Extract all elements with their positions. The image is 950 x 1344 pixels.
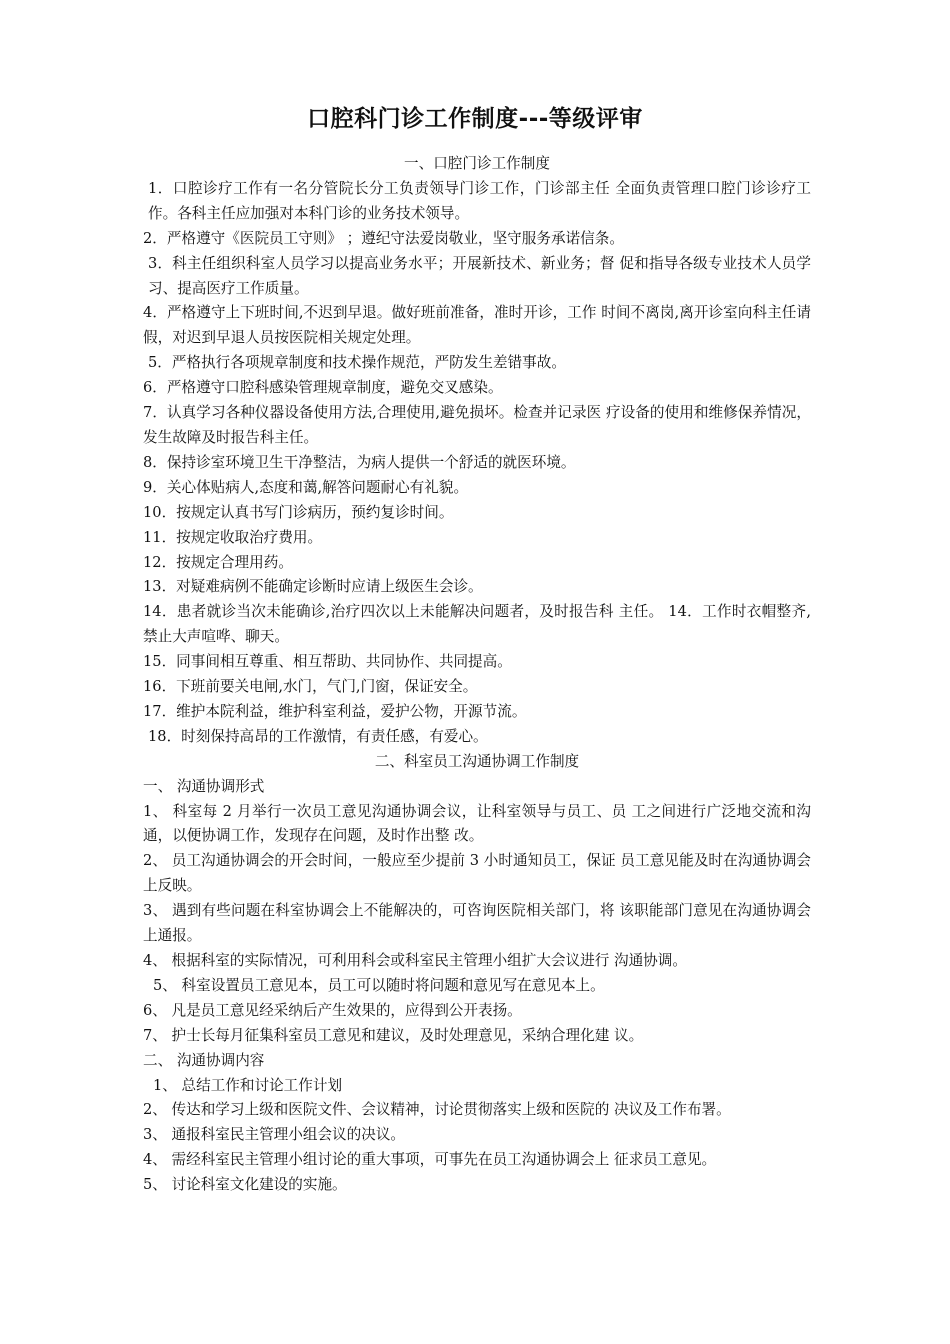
rule-item: 7．认真学习各种仪器设备使用方法,合理使用,避免损坏。检查并记录医 疗设备的使用和维修保养情况，发生故障及时报告科主任。 <box>143 404 811 446</box>
rule-item: 1、 科室每 2 月举行一次员工意见沟通协调会议，让科室领导与员工、员 工之间进行广泛地交流和沟通，以便协调工作，发现存在问题，及时作出整 改。 <box>143 802 811 845</box>
rule-item: 5、 科室设置员工意见本，员工可以随时将问题和意见写在意见本上。 <box>153 976 605 994</box>
rule-item: 4．严格遵守上下班时间,不迟到早退。做好班前准备，准时开诊，工作 时间不离岗,离开诊室向科主任请假，对迟到早退人员按医院相关规定处理。 <box>143 304 811 347</box>
rule-item: 4、 需经科室民主管理小组讨论的重大事项，可事先在员工沟通协调会上 征求员工意见。 <box>143 1151 717 1169</box>
rule-item: 4、 根据科室的实际情况，可利用科会或科室民主管理小组扩大会议进行 沟通协调。 <box>143 952 687 969</box>
rule-item: 2．严格遵守《医院员工守则》 ；遵纪守法爱岗敬业，坚守服务承诺信条。 <box>143 229 624 247</box>
rule-item: 6、 凡是员工意见经采纳后产生效果的，应得到公开表扬。 <box>143 1001 522 1019</box>
rule-item: 6．严格遵守口腔科感染管理规章制度，避免交叉感染。 <box>143 379 503 397</box>
rule-item: 12．按规定合理用药。 <box>143 553 293 571</box>
rule-item: 7、 护士长每月征集科室员工意见和建议，及时处理意见，采纳合理化建 议。 <box>143 1026 644 1044</box>
section-heading: 一、口腔门诊工作制度 <box>404 155 550 172</box>
rule-item: 15．同事间相互尊重、相互帮助、共同协作、共同提高。 <box>143 653 512 671</box>
rule-item: 16．下班前要关电闸,水门，气门,门窗，保证安全。 <box>143 678 478 696</box>
rule-item: 2、 员工沟通协调会的开会时间，一般应至少提前 3 小时通知员工，保证 员工意见能及时在沟通协调会上反映。 <box>143 852 811 895</box>
document-body <box>143 152 811 1198</box>
section-heading: 二、科室员工沟通协调工作制度 <box>374 752 580 770</box>
rule-item: 10．按规定认真书写门诊病历，预约复诊时间。 <box>143 503 454 521</box>
rule-item: 3、 遇到有些问题在科室协调会上不能解决的，可咨询医院相关部门，将 该职能部门意见在沟通协调会上通报。 <box>143 902 811 945</box>
rule-item: 8．保持诊室环境卫生干净整洁，为病人提供一个舒适的就医环境。 <box>143 453 576 471</box>
rule-item: 14．患者就诊当次未能确诊,治疗四次以上未能解决问题者，及时报告科 主任。 14．工作时衣帽整齐,禁止大声喧哗、聊天。 <box>143 603 811 646</box>
rule-item: 17．维护本院利益，维护科室利益，爱护公物，开源节流。 <box>143 702 527 720</box>
rule-item: 3、 通报科室民主管理小组会议的决议。 <box>143 1126 406 1144</box>
subsection-heading: 二、 沟通协调内容 <box>143 1051 265 1069</box>
rule-item: 5．严格执行各项规章制度和技术操作规范，严防发生差错事故。 <box>148 354 566 372</box>
rule-item: 13．对疑难病例不能确定诊断时应请上级医生会诊。 <box>143 578 483 596</box>
rule-item: 2、 传达和学习上级和医院文件、会议精神，讨论贯彻落实上级和医院的 决议及工作布署。 <box>143 1101 731 1119</box>
rule-item: 3．科主任组织科室人员学习以提高业务水平；开展新技术、新业务；督 促和指导各级专业技术人员学习、提高医疗工作质量。 <box>148 254 811 297</box>
rule-item: 5、 讨论科室文化建设的实施。 <box>143 1176 347 1194</box>
rule-item: 1、 总结工作和讨论工作计划 <box>153 1076 343 1094</box>
subsection-heading: 一、 沟通协调形式 <box>143 777 265 795</box>
rule-item: 1．口腔诊疗工作有一名分管院长分工负责领导门诊工作，门诊部主任 全面负责管理口腔门诊诊疗工作。各科主任应加强对本科门诊的业务技术领导。 <box>148 179 811 222</box>
document-title: 口腔科门诊工作制度---等级评审 <box>307 106 643 132</box>
rule-item: 18．时刻保持高昂的工作激情，有责任感，有爱心。 <box>148 727 488 745</box>
rule-item: 9．关心体贴病人,态度和蔼,解答问题耐心有礼貌。 <box>143 478 469 496</box>
rule-item: 11．按规定收取治疗费用。 <box>143 528 323 546</box>
